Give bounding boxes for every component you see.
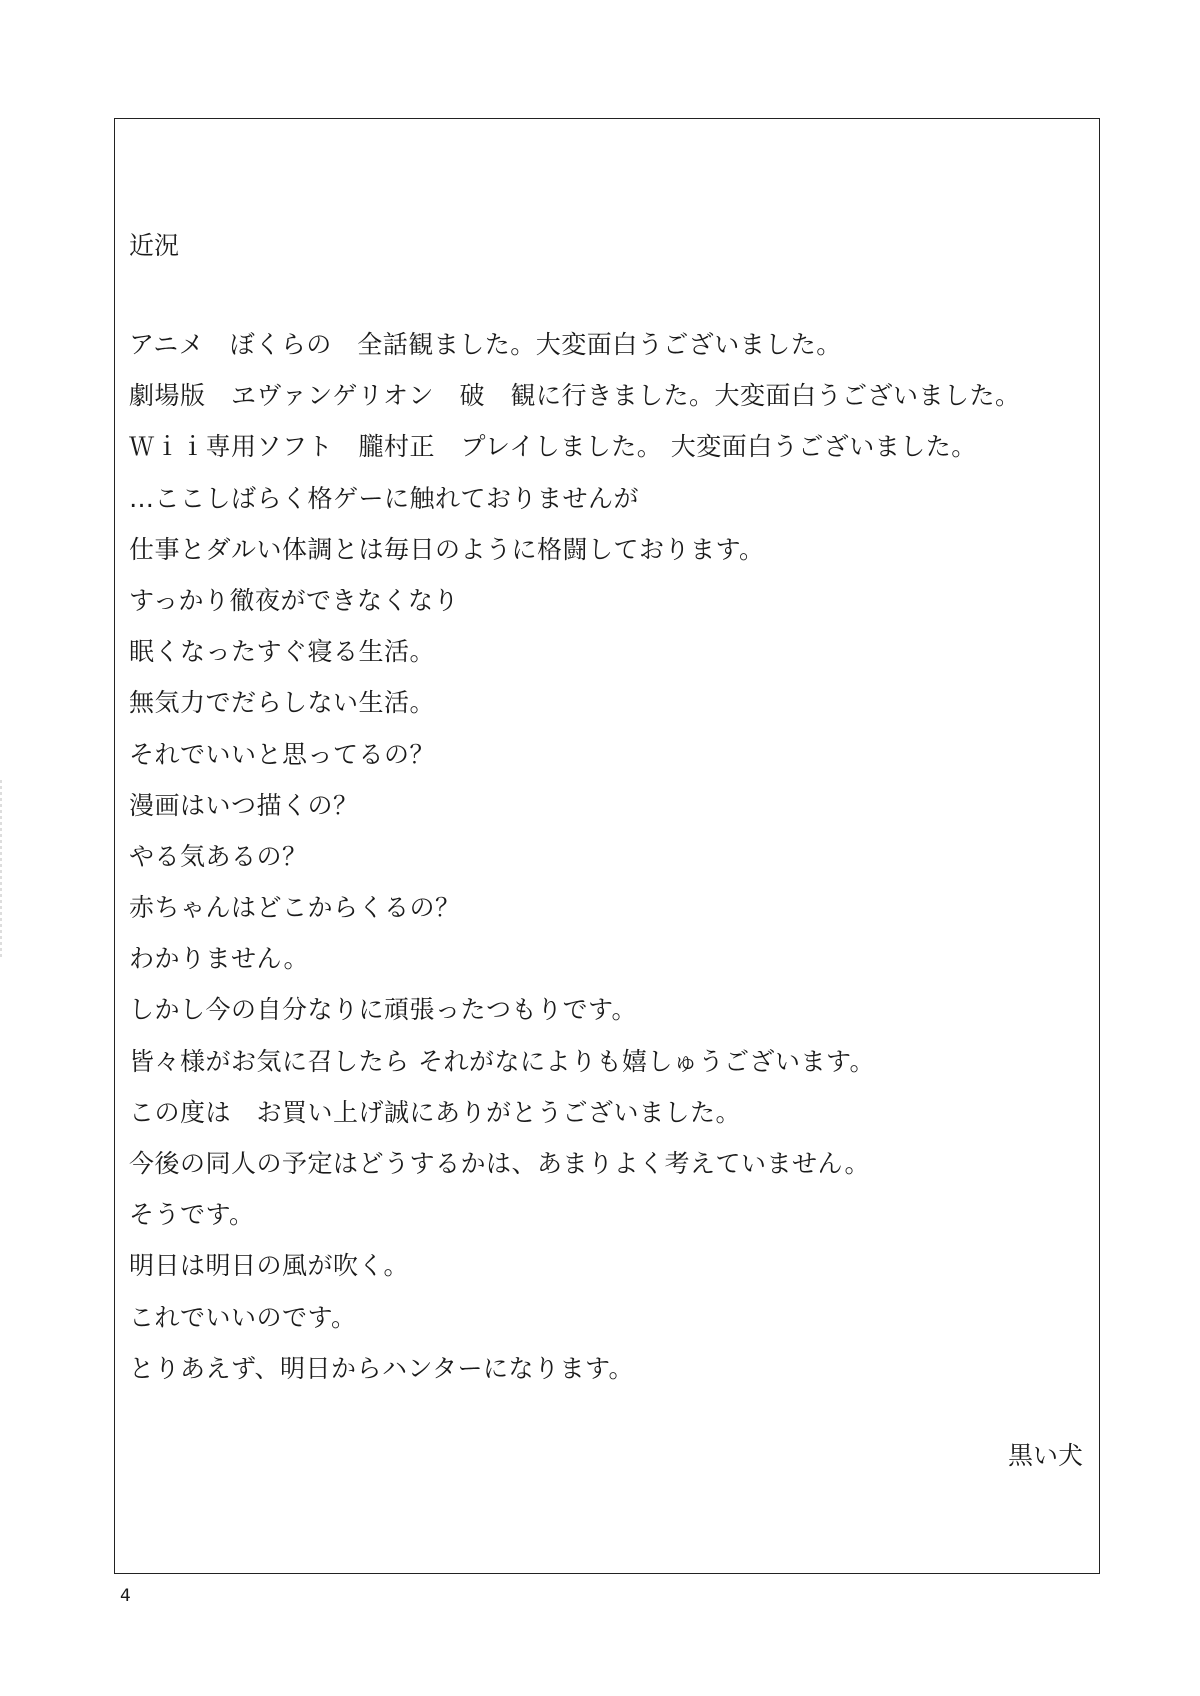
- text-line-6: すっかり徹夜ができなくなり: [129, 585, 460, 615]
- text-line-15: 皆々様がお気に召したら それがなによりも嬉しゅうございます。: [129, 1046, 875, 1076]
- text-line-19: 明日は明日の風が吹く。: [129, 1251, 410, 1281]
- text-frame: [114, 118, 1100, 1574]
- scan-edge-mark: [0, 780, 2, 960]
- author-signature: 黒い犬: [1007, 1441, 1083, 1470]
- page-heading: 近況: [129, 231, 180, 260]
- text-line-10: 漫画はいつ描くの？: [129, 790, 359, 820]
- text-line-3: Ｗｉｉ専用ソフト 朧村正 プレイしました。 大変面白うございました。: [129, 432, 977, 462]
- text-line-17: 今後の同人の予定はどうするかは、あまりよく考えていません。: [129, 1149, 871, 1178]
- text-line-9: それでいいと思ってるの？: [129, 739, 436, 769]
- text-line-7: 眠くなったすぐ寝る生活。: [129, 637, 436, 667]
- body-text: [129, 319, 1021, 1394]
- text-line-8: 無気力でだらしない生活。: [129, 688, 436, 718]
- text-line-18: そうです。: [129, 1200, 255, 1230]
- text-line-5: 仕事とダルい体調とは毎日のように格闘しております。: [129, 534, 765, 564]
- text-line-14: しかし今の自分なりに頑張ったつもりです。: [129, 995, 638, 1025]
- text-line-12: 赤ちゃんはどこからくるの？: [129, 893, 461, 923]
- text-line-13: わかりません。: [129, 944, 310, 974]
- text-line-2: 劇場版 ヱヴァンゲリオン 破 観に行きました。大変面白うございました。: [129, 381, 1021, 411]
- text-line-1: アニメ ぼくらの 全話観ました。大変面白うございました。: [129, 330, 842, 359]
- text-line-16: この度は お買い上げ誠にありがとうございました。: [129, 1097, 742, 1127]
- text-line-21: とりあえず、明日からハンターになります。: [129, 1353, 635, 1383]
- text-line-11: やる気あるの？: [129, 841, 308, 871]
- text-line-20: これでいいのです。: [129, 1302, 357, 1332]
- page-number: 4: [120, 1586, 131, 1606]
- text-line-4: …ここしばらく格ゲーに触れておりませんが: [129, 483, 640, 513]
